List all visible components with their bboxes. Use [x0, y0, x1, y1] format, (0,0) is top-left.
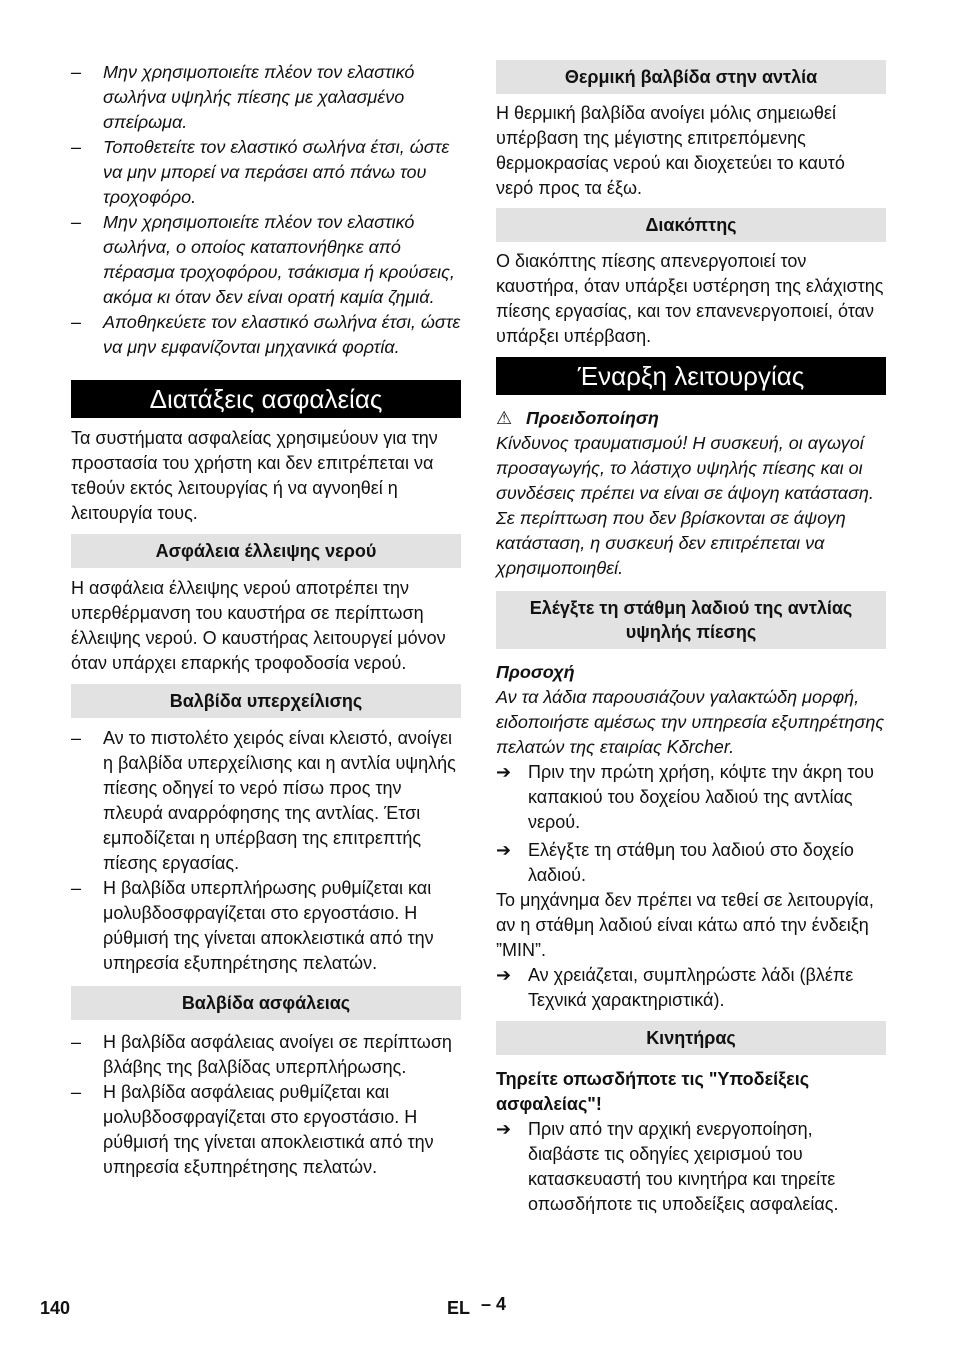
oil-note-paragraph: Το μηχάνημα δεν πρέπει να τεθεί σε λειτουργία, αν η στάθμη λαδιού είναι κάτω από την ένδειξη ”MIN”. [496, 890, 874, 960]
thermal-valve-paragraph: Η θερμική βαλβίδα ανοίγει μόλις σημειωθεί υπέρβαση της μέγιστης επιτρεπόμενης θερμοκρασίας νερού και διοχετεύει το καυτό νερό προς τα έξω. [496, 103, 845, 198]
dash-marker: – [71, 1082, 82, 1102]
left-column [71, 60, 461, 1180]
water-shortage-paragraph: Η ασφάλεια έλλειψης νερού αποτρέπει την υπερθέρμανση του καυστήρα σε περίπτωση έλλειψης νερού. Ο καυστήρας λειτουργεί μόνον όταν υπάρχει επαρκής τροφοδοσία νερού. [71, 578, 446, 673]
oil-refill-step [496, 963, 886, 1013]
page-number: 140 [40, 1298, 71, 1318]
subsection-title-water-shortage: Ασφάλεια έλλειψης νερού [71, 534, 461, 568]
subsection-title-overflow-valve: Βαλβίδα υπερχείλισης [71, 684, 461, 718]
engine-steps-list [496, 1117, 886, 1217]
subsection-title-switch: Διακόπτης [496, 208, 886, 242]
caution-label: Προσοχή [496, 662, 575, 682]
dash-marker: – [71, 878, 82, 898]
list-item: ➔ Ελέγξτε τη στάθμη του λαδιού στο δοχείο λαδιού. [496, 838, 886, 888]
safety-valve-list [71, 1030, 461, 1180]
list-item: – Τοποθετείτε τον ελαστικό σωλήνα έτσι, ώστε να μην μπορεί να περάσει από πάνω του τροχοφόρο. [71, 135, 461, 210]
warning-triangle-icon: ⚠ [496, 408, 513, 428]
dash-marker: – [71, 212, 82, 232]
list-item: – Μην χρησιμοποιείτε πλέον τον ελαστικό σωλήνα, ο οποίος καταπονήθηκε από πέρασμα τροχοφόρου, τσάκισμα ή κρούσεις, ακόμα κι όταν δεν είναι ορατή καμία ζημιά. [71, 210, 461, 310]
caution-paragraph: Αν τα λάδια παρουσιάζουν γαλακτώδη μορφή, ειδοποιήστε αμέσως την υπηρεσία εξυπηρέτησης πελατών της εταιρίας Kδrcher. [496, 687, 885, 757]
language-code: EL [447, 1298, 471, 1318]
section-title-safety: Διατάξεις ασφαλείας [71, 380, 461, 418]
dash-marker: – [71, 728, 82, 748]
switch-paragraph: Ο διακόπτης πίεσης απενεργοποιεί τον καυστήρα, όταν υπάρξει υστέρηση της ελάχιστης πίεσης εργασίας, και τον επανενεργοποιεί, όταν υπάρξει υπέρβαση. [496, 251, 884, 346]
subsection-title-oil-level: Ελέγξτε τη στάθμη λαδιού της αντλίας υψηλής πίεσης [496, 591, 886, 649]
engine-safety-note: Τηρείτε οπωσδήποτε τις "Υποδείξεις ασφαλείας"! [496, 1069, 810, 1114]
section-title-start-up: Έναρξη λειτουργίας [496, 357, 886, 395]
list-item: ➔ Αν χρειάζεται, συμπληρώστε λάδι (βλέπε Τεχνικά χαρακτηριστικά). [496, 963, 886, 1013]
list-item: – Η βαλβίδα ασφάλειας ρυθμίζεται και μολυβδοσφραγίζεται στο εργοστάσιο. Η ρύθμισή της γίνεται αποκλειστικά από την υπηρεσία εξυπηρέτησης πελατών. [71, 1080, 461, 1180]
page-sub-number: – 4 [481, 1294, 507, 1314]
arrow-right-icon: ➔ [496, 1119, 512, 1139]
hose-instructions-list [71, 60, 461, 360]
list-item: ➔ Πριν από την αρχική ενεργοποίηση, διαβάστε τις οδηγίες χειρισμού του κατασκευαστή του κινητήρα και τηρείτε οπωσδήποτε τις υποδείξεις ασφαλείας. [496, 1117, 886, 1217]
overflow-valve-list [71, 726, 461, 976]
arrow-right-icon: ➔ [496, 762, 512, 782]
list-item: ➔ Πριν την πρώτη χρήση, κόψτε την άκρη του καπακιού του δοχείου λαδιού της αντλίας νερού. [496, 760, 886, 835]
list-item: – Η βαλβίδα υπερπλήρωσης ρυθμίζεται και μολυβδοσφραγίζεται στο εργοστάσιο. Η ρύθμισή της γίνεται αποκλειστικά από την υπηρεσία εξυπηρέτησης πελατών. [71, 876, 461, 976]
dash-marker: – [71, 137, 82, 157]
right-column [496, 60, 886, 1217]
warning-heading: ⚠ Προειδοποίηση [496, 408, 659, 428]
safety-paragraph: Τα συστήματα ασφαλείας χρησιμεύουν για την προστασία του χρήστη και δεν επιτρέπεται να τεθούν εκτός λειτουργίας ή να αγνοηθεί η λειτουργία τους. [71, 428, 438, 523]
dash-marker: – [71, 62, 82, 82]
oil-steps-list [496, 760, 886, 888]
list-item: – Αν το πιστολέτο χειρός είναι κλειστό, ανοίγει η βαλβίδα υπερχείλισης και η αντλία υψηλής πίεσης οδηγεί το νερό πίσω προς την πλευρά αναρρόφησης της αντλίας. Έτσι εμποδίζεται η υπέρβαση της επιτρεπτής πίεσης εργασίας. [71, 726, 461, 876]
subsection-title-thermal-valve: Θερμική βαλβίδα στην αντλία [496, 60, 886, 94]
list-item: – Η βαλβίδα ασφάλειας ανοίγει σε περίπτωση βλάβης της βαλβίδας υπερπλήρωσης. [71, 1030, 461, 1080]
dash-marker: – [71, 312, 82, 332]
arrow-right-icon: ➔ [496, 965, 512, 985]
arrow-right-icon: ➔ [496, 840, 512, 860]
subsection-title-safety-valve: Βαλβίδα ασφάλειας [71, 986, 461, 1020]
list-item: – Μην χρησιμοποιείτε πλέον τον ελαστικό σωλήνα υψηλής πίεσης με χαλασμένο σπείρωμα. [71, 60, 461, 135]
subsection-title-engine: Κινητήρας [496, 1021, 886, 1055]
warning-paragraph: Κίνδυνος τραυματισμού! Η συσκευή, οι αγωγοί προσαγωγής, το λάστιχο υψηλής πίεσης και οι συνδέσεις πρέπει να είναι σε άψογη κατάσταση. Σε περίπτωση που δεν βρίσκονται σε άψογη κατάσταση, η συσκευή δεν επιτρέπεται να χρησιμοποιηθεί. [496, 433, 874, 578]
list-item: – Αποθηκεύετε τον ελαστικό σωλήνα έτσι, ώστε να μην εμφανίζονται μηχανικά φορτία. [71, 310, 461, 360]
dash-marker: – [71, 1032, 82, 1052]
